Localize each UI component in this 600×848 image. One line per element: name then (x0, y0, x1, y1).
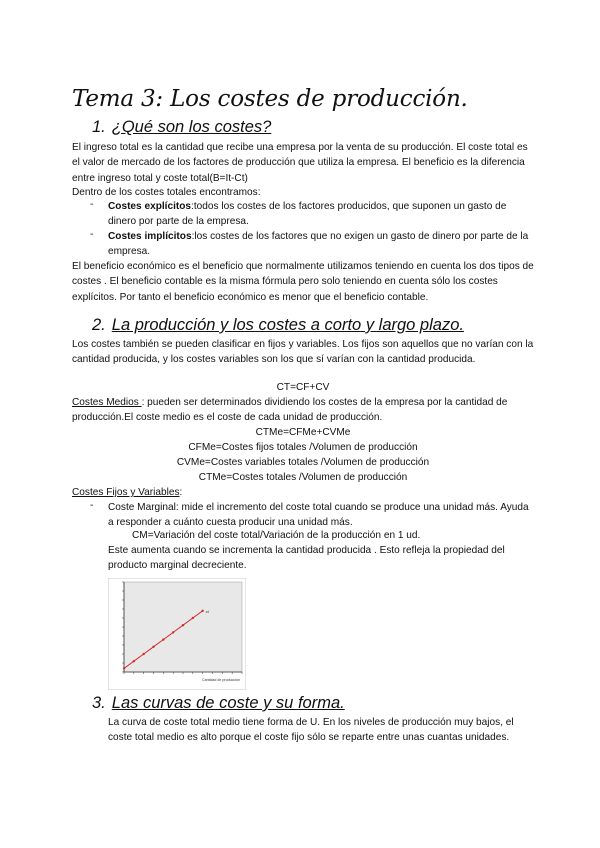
data-point (142, 653, 144, 655)
bullet-marker: - (90, 229, 94, 240)
section-2-heading (92, 316, 464, 335)
series-label: ct (205, 608, 209, 614)
section-1-heading (92, 118, 271, 137)
formula-cfme: CFMe=Costes fijos totales /Volumen de producción (188, 442, 418, 453)
data-point (133, 660, 135, 662)
bullet-text: :todos los costes de los factores producidos, que suponen un gasto de dinero por parte de la empresa. (108, 201, 507, 228)
data-point (201, 610, 203, 612)
bullet-marker: - (90, 199, 94, 210)
data-point (152, 646, 154, 648)
data-point (162, 638, 164, 640)
formula-cm: CM=Variación del coste total/Variación de la producción en 1 ud. (132, 530, 421, 541)
formula-ctme: CTMe=CFMe+CVMe (255, 427, 351, 438)
section-title: Las curvas de coste y su forma. (111, 694, 345, 712)
section-3-heading (92, 694, 345, 713)
paragraph-lead: Dentro de los costes totales encontramos: (72, 187, 261, 198)
formula-ctme-total: CTMe=Costes totales /Volumen de producción (198, 472, 408, 483)
x-axis-label: Cantidad de producción (202, 678, 240, 682)
section-title: La producción y los costes a corto y largo plazo. (111, 316, 464, 334)
chart-plot-area (124, 582, 242, 672)
paragraph-fijos-variables: Los costes también se pueden clasificar en fijos y variables. Los fijos son aquellos que no varían con la cantidad producida, y los costes variables son los que sí varían con la cantidad producida. (72, 339, 534, 366)
label-fijos-variables: Costes Fijos y Variables: (72, 487, 183, 498)
page-title: Tema 3: Los costes de producción. (72, 86, 468, 112)
paragraph-beneficio: El beneficio económico es el beneficio que normalmente utilizamos teniendo en cuenta los dos tipos de costes . El beneficio contable es la misma fórmula pero solo teniendo en cuenta sólo los costes explícitos. Por tanto el beneficio económico es menor que el beneficio contable. (72, 261, 534, 303)
section-number: 2. (92, 316, 106, 334)
bullet-term: Costes explícitos (108, 201, 192, 212)
paragraph-curvas: La curva de coste total medio tiene forma de U. En los niveles de producción muy bajos, el coste total medio es alto porque el coste fijo sólo se reparte entre unas cuantas unidades. (108, 717, 514, 744)
paragraph-costes-medios (72, 395, 534, 426)
cost-chart (108, 578, 246, 690)
paragraph-ingreso-total: El ingreso total es la cantidad que recibe una empresa por la venta de su producción. El coste total es el valor de mercado de los factores de producción que utiliza la empresa. El beneficio es la diferencia entre ingreso total y coste total(B=It-Ct) (72, 142, 528, 184)
formula-cvme: CVMe=Costes variables totales /Volumen de producción (176, 457, 430, 468)
bullet-text: :los costes de los factores que no exigen un gasto de dinero por parte de la empresa. (108, 231, 529, 258)
bullet-explicitos (108, 199, 534, 230)
data-point (182, 624, 184, 626)
bullet-marker: - (90, 500, 94, 511)
bullet-implicitos (108, 229, 534, 260)
data-point (192, 617, 194, 619)
section-title: ¿Qué son los costes? (111, 118, 272, 136)
bullet-term: Costes implícitos (108, 231, 192, 242)
data-point (123, 667, 125, 669)
section-number: 1. (92, 118, 106, 136)
label-costes-medios: Costes Medios (72, 397, 142, 408)
paragraph-marginal-note: Este aumenta cuando se incrementa la cantidad producida . Esto refleja la propiedad del producto marginal decreciente. (108, 545, 505, 572)
data-point (172, 631, 174, 633)
paragraph-coste-marginal: Coste Marginal: mide el incremento del coste total cuando se produce una unidad más. Ayuda a responder a cuánto cuesta producir una unidad más. (108, 502, 529, 529)
costes-medios-text: : pueden ser determinados dividiendo los costes de la empresa por la cantidad de producción.El coste medio es el coste de cada unidad de producción. (72, 397, 508, 424)
section-number: 3. (92, 694, 106, 712)
formula-ct: CT=CF+CV (276, 382, 330, 393)
